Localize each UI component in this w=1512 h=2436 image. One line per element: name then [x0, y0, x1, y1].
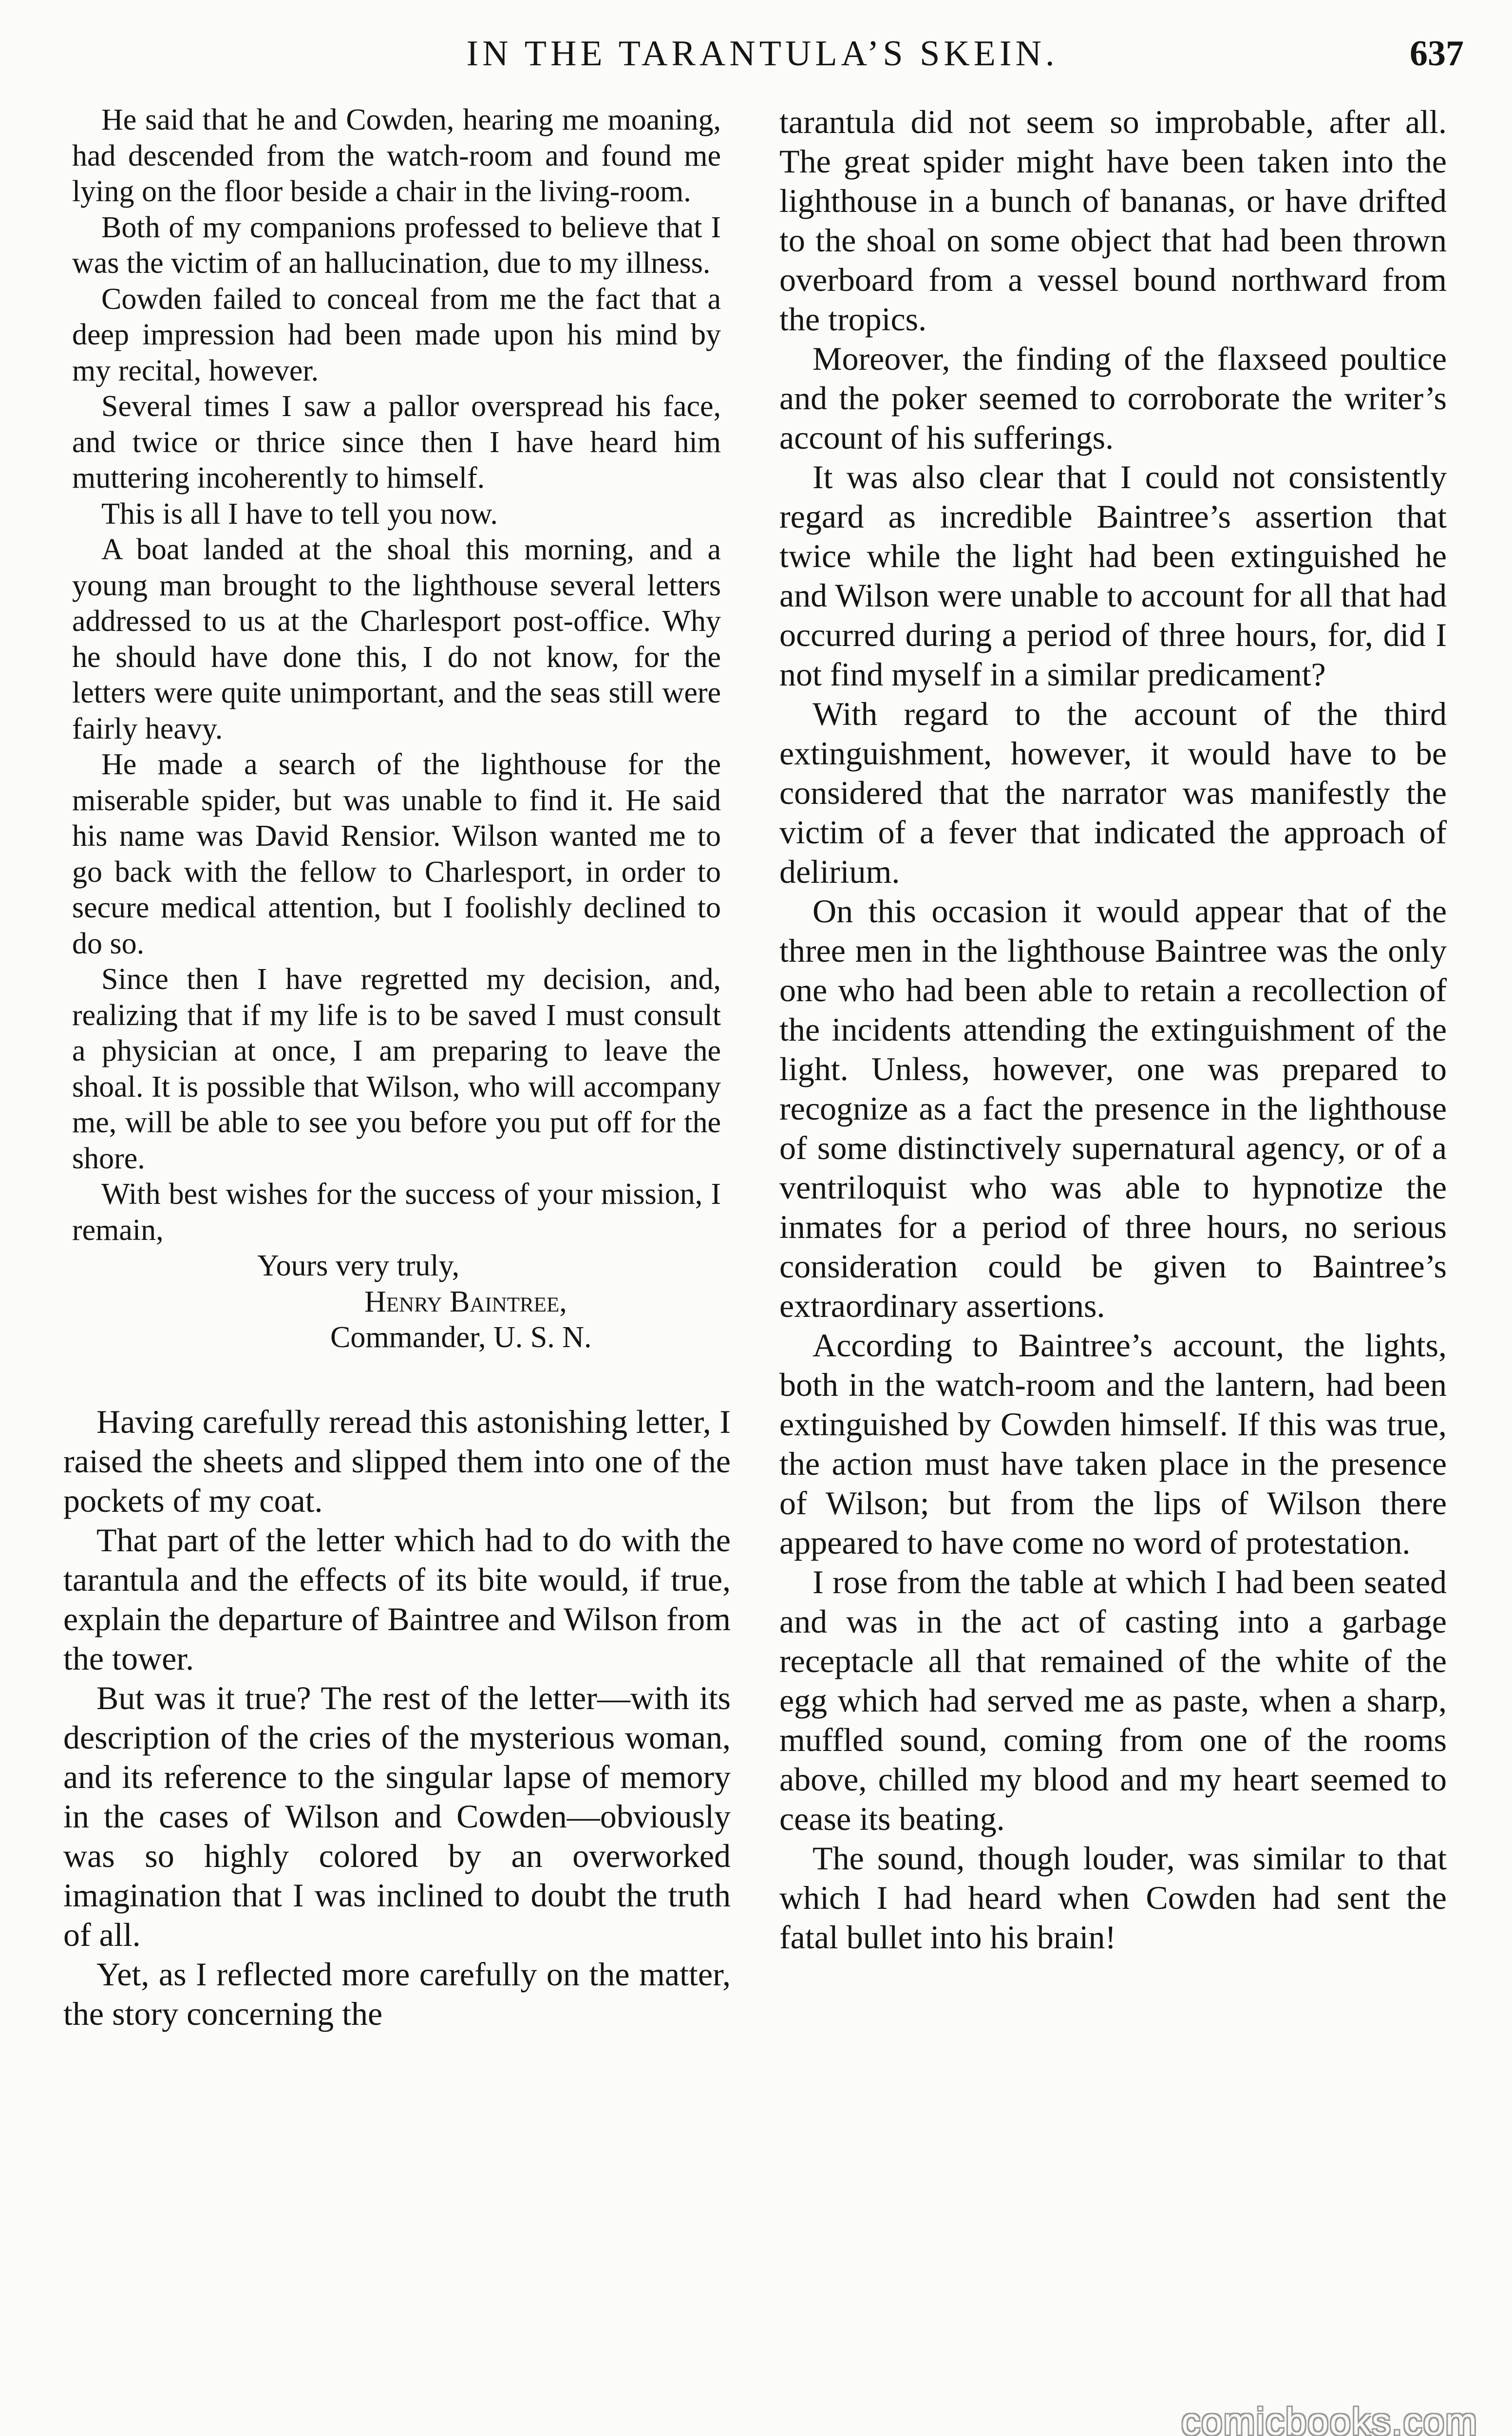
letter-signoff: Yours very truly, — [257, 1249, 460, 1282]
left-column — [63, 102, 731, 2436]
letter-paragraph: He said that he and Cowden, hearing me moaning, had descended from the watch-room and found me lying on the floor beside a chair in the living-room. — [72, 103, 721, 208]
narrative-paragraph: The sound, though louder, was similar to that which I had heard when Cowden had sent the fatal bullet into his brain! — [779, 1840, 1447, 1956]
narrative-paragraph: With regard to the account of the third extinguishment, however, it would have to be considered that the narrator was manifestly the victim of a fever that indicated the approach of delirium. — [779, 695, 1447, 890]
narrative-paragraph-continued: tarantula did not seem so improbable, after all. The great spider might have been taken into the lighthouse in a bunch of bananas, or have drifted to the shoal on some object that had been thrown overboard from a vessel bound northward from the tropics. — [779, 103, 1447, 338]
quoted-letter — [72, 102, 721, 1356]
letter-paragraph: A boat landed at the shoal this morning, and a young man brought to the lighthouse several letters addressed to us at the Charlesport post-office. Why he should have done this, I do not know, for the letters were quite unimportant, and the seas still were fairly heavy. — [72, 533, 721, 745]
running-title: IN THE TARANTULA’S SKEIN. — [466, 34, 1058, 74]
narrative-paragraph: According to Baintree’s account, the lights, both in the watch-room and the lantern, had been extinguished by Cowden himself. If this was true, the action must have taken place in the presence of Wilson; but from the lips of Wilson there appeared to have come no word of protestation. — [779, 1327, 1447, 1561]
page-header — [61, 29, 1464, 78]
narrative-paragraph: Moreover, the finding of the flaxseed poultice and the poker seemed to corroborate the writer’s account of his sufferings. — [779, 340, 1447, 456]
narrative-paragraph: Yet, as I reflected more carefully on the matter, the story concerning the — [63, 1955, 731, 2032]
letter-closing: With best wishes for the success of your mission, I remain, — [72, 1178, 721, 1247]
letter-paragraph: He made a search of the lighthouse for the miserable spider, but was unable to find it. He said his name was David Rensior. Wilson wanted me to go back with the fellow to Charlesport, in order to secure medical attention, but I foolishly declined to do so. — [72, 748, 721, 960]
narrative-paragraph: It was also clear that I could not consistently regard as incredible Baintree’s assertion that twice while the light had been extinguished he and Wilson were unable to account for all that had occurred during a period of three hours, for, did I not find myself in a similar predicament? — [779, 458, 1447, 693]
narrative-paragraph: But was it true? The rest of the letter—with its description of the cries of the mysterious woman, and its reference to the singular lapse of memory in the cases of Wilson and Cowden—obviously was so highly colored by an overworked imagination that I was inclined to doubt the truth of all. — [63, 1679, 731, 1953]
letter-paragraph: Several times I saw a pallor overspread his face, and twice or thrice since then I have heard him muttering incoherently to himself. — [72, 390, 721, 495]
narrative-paragraph: On this occasion it would appear that of the three men in the lighthouse Baintree was the only one who had been able to retain a recollection of the incidents attending the extinguishment of the light. Unless, however, one was prepared to recognize as a fact the presence in the lighthouse of some distinctively supernatural agency, or of a ventriloquist who was able to hypnotize the inmates for a period of three hours, no serious consideration could be given to Baintree’s extraordinary assertions. — [779, 893, 1447, 1324]
letter-signer-rank: Commander, U. S. N. — [330, 1321, 592, 1354]
right-column — [779, 102, 1447, 2436]
narrative-paragraph: Having carefully reread this astonishing letter, I raised the sheets and slipped them into one of the pockets of my coat. — [63, 1403, 731, 1519]
narrative-left — [63, 1402, 731, 2034]
site-watermark: comicbooks.com — [1181, 2400, 1478, 2436]
letter-paragraph: Cowden failed to conceal from me the fact that a deep impression had been made upon his mind by my recital, however. — [72, 282, 721, 387]
narrative-paragraph: That part of the letter which had to do with the tarantula and the effects of its bite would, if true, explain the departure of Baintree and Wilson from the tower. — [63, 1521, 731, 1677]
letter-paragraph: Both of my companions professed to believe that I was the victim of an hallucination, due to my illness. — [72, 210, 721, 280]
narrative-paragraph: I rose from the table at which I had been seated and was in the act of casting into a garbage receptacle all that remained of the white of the egg which had served me as paste, when a sharp, muffled sound, coming from one of the rooms above, chilled my blood and my heart seemed to cease its beating. — [779, 1563, 1447, 1837]
page-number: 637 — [1410, 34, 1464, 74]
letter-paragraph: Since then I have regretted my decision, and, realizing that if my life is to be saved I must consult a physician at once, I am preparing to leave the shoal. It is possible that Wilson, who will accompany me, will be able to see you before you put off for the shore. — [72, 963, 721, 1175]
letter-signer-name: Henry Baintree, — [364, 1285, 567, 1318]
letter-paragraph: This is all I have to tell you now. — [101, 497, 498, 531]
